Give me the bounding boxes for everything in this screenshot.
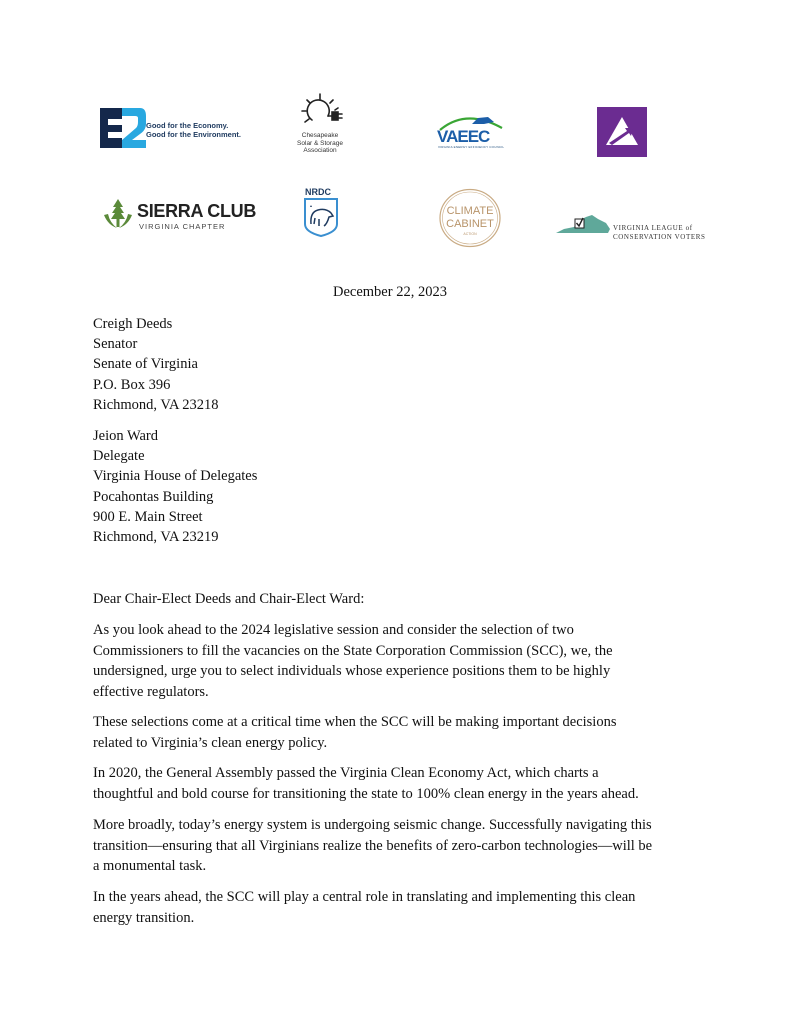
purple-triangle-logo — [597, 107, 647, 157]
climate-cabinet-line-1: CLIMATE — [446, 205, 494, 217]
paragraph-1 — [93, 620, 713, 702]
paragraph-2-line: These selections come at a critical time when the SCC will be making important decisions — [93, 714, 617, 730]
vlcv-line-1: VIRGINIA LEAGUE of — [613, 224, 693, 232]
chesapeake-solar-storage-logo — [290, 92, 350, 158]
e2-mark-icon — [100, 108, 146, 148]
recipient-2-building: Pocahontas Building — [93, 488, 214, 505]
vaeec-mark-icon — [436, 110, 508, 146]
climate-cabinet-line-2: CABINET — [446, 218, 494, 230]
e2-logo — [100, 108, 250, 148]
recipient-2-name: Jeion Ward — [93, 428, 159, 444]
paragraph-2-line: related to Virginia’s clean energy policy. — [93, 734, 328, 751]
recipient-1-box: P.O. Box 396 — [93, 376, 171, 393]
sierra-club-subtitle: VIRGINIA CHAPTER — [139, 222, 226, 231]
recipient-1-city: Richmond, VA 23218 — [93, 396, 219, 413]
svg-text:VAEEC: VAEEC — [437, 127, 490, 146]
recipient-2-city: Richmond, VA 23219 — [93, 529, 219, 546]
paragraph-3-line: thoughtful and bold course for transitioning the state to 100% clean energy in the years ahead. — [93, 785, 639, 802]
paragraph-2 — [93, 712, 713, 753]
paragraph-1-line: As you look ahead to the 2024 legislative session and consider the selection of two — [93, 622, 574, 638]
vaeec-logo — [436, 110, 508, 150]
recipient-2-title: Delegate — [93, 448, 145, 465]
paragraph-3-line: In 2020, the General Assembly passed the Virginia Clean Economy Act, which charts a — [93, 765, 599, 781]
recipient-1-org: Senate of Virginia — [93, 356, 198, 373]
sierra-club-logo — [102, 197, 257, 233]
cssa-line-1: Chesapeake — [301, 132, 339, 139]
e2-tagline-line-1: Good for the Economy. — [146, 121, 229, 130]
nrdc-logo — [302, 186, 340, 238]
paragraph-4-line: More broadly, today’s energy system is undergoing seismic change. Successfully navigating this — [93, 817, 652, 833]
sun-plug-icon — [290, 92, 350, 130]
triangle-arrow-icon — [597, 107, 647, 157]
recipient-1-name: Creigh Deeds — [93, 316, 173, 332]
paragraph-5-line: In the years ahead, the SCC will play a central role in translating and implementing this clean — [93, 889, 636, 905]
paragraph-4-line: a monumental task. — [93, 858, 207, 874]
climate-cabinet-small: ACTION — [463, 232, 477, 236]
recipient-2-street: 900 E. Main Street — [93, 508, 203, 525]
paragraph-5-line: energy transition. — [93, 909, 195, 926]
e2-tagline-line-2: Good for the Environment. — [146, 130, 241, 139]
sierra-club-tree-icon — [102, 197, 134, 231]
recipient-1-title: Senator — [93, 336, 138, 353]
paragraph-1-line: effective regulators. — [93, 683, 209, 700]
paragraph-4-line: transition—ensuring that all Virginians realize the benefits of zero-carbon technologies—will be — [93, 837, 653, 854]
letter-date: December 22, 2023 — [333, 284, 447, 300]
cssa-line-2: Solar & Storage — [297, 139, 343, 147]
vaeec-subtitle: VIRGINIA ENERGY EFFICIENCY COUNCIL — [438, 145, 505, 149]
vlcv-line-2: CONSERVATION VOTERS — [613, 233, 706, 241]
paragraph-4 — [93, 815, 713, 877]
virginia-checkbox-icon — [556, 213, 610, 235]
recipient-1-address — [93, 314, 219, 415]
recipient-2-address — [93, 426, 257, 547]
cssa-line-3: Association — [303, 147, 337, 154]
paragraph-3 — [93, 763, 713, 804]
paragraph-5 — [93, 887, 713, 928]
paragraph-1-line: undersigned, urge you to select individuals whose experience positions them to be highly — [93, 663, 611, 679]
svg-text:NRDC: NRDC — [305, 187, 331, 197]
salutation: Dear Chair-Elect Deeds and Chair-Elect Ward: — [93, 591, 365, 607]
vlcv-logo — [556, 213, 706, 241]
paragraph-1-line: Commissioners to fill the vacancies on the State Corporation Commission (SCC), we, the — [93, 642, 613, 659]
nrdc-bear-shield-icon — [302, 186, 340, 238]
sierra-club-title: SIERRA CLUB — [137, 201, 257, 221]
recipient-2-org: Virginia House of Delegates — [93, 468, 258, 485]
climate-cabinet-logo — [438, 188, 502, 248]
